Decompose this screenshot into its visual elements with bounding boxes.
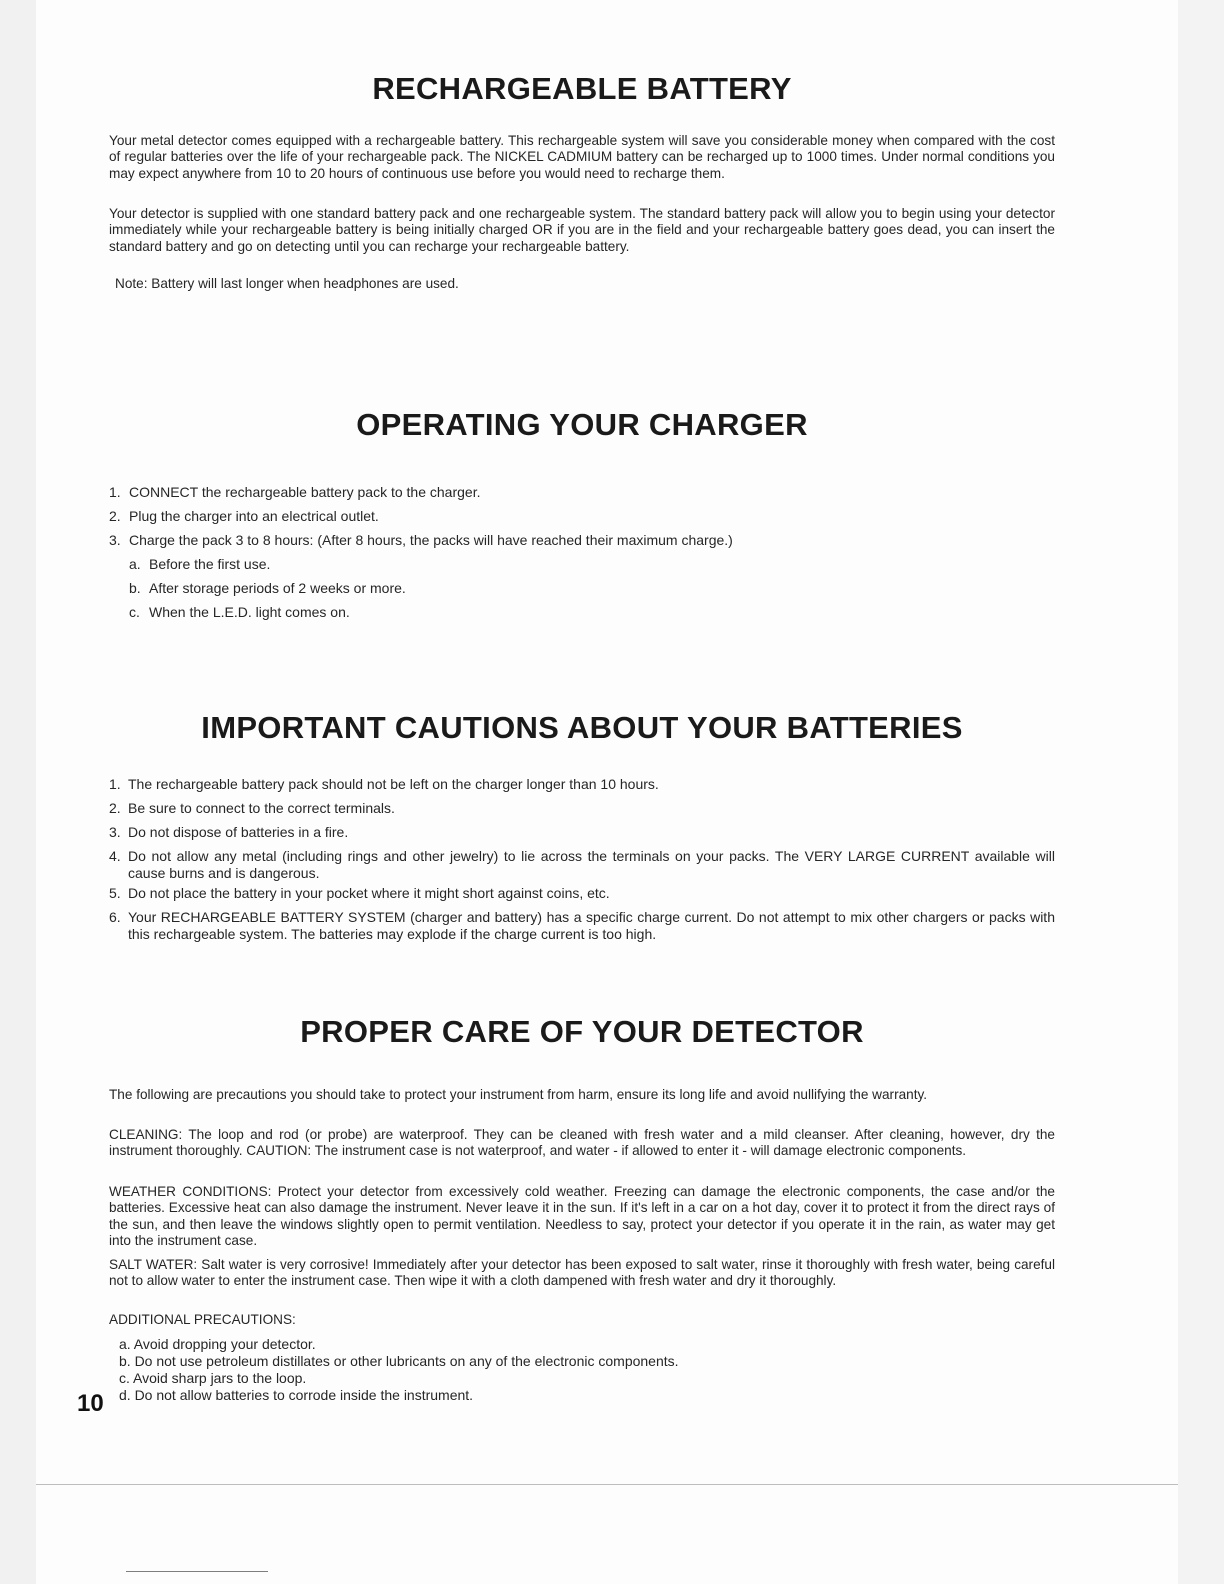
care-cleaning: CLEANING: The loop and rod (or probe) are waterproof. They can be cleaned with fresh water and a mild cleanser. After cleaning, however, dry the instrument thoroughly. CAUTION: The instrument case is not waterproof, and water - if allowed to enter it - will damage electronic components. bbox=[109, 1127, 1055, 1159]
additional-precautions-list bbox=[109, 1336, 1055, 1404]
list-item: a. Avoid dropping your detector. bbox=[119, 1336, 316, 1352]
list-item: a. Before the first use. bbox=[129, 556, 271, 572]
section-title-charger: OPERATING YOUR CHARGER bbox=[356, 407, 808, 442]
list-item: 4. Do not allow any metal (including rings and other jewelry) to lie across the terminals on your packs. The VERY LARGE CURRENT available will cause burns and is dangerous. bbox=[109, 848, 1055, 881]
footer-underline bbox=[126, 1571, 268, 1572]
page-number: 10 bbox=[77, 1390, 104, 1417]
list-item: 1. CONNECT the rechargeable battery pack to the charger. bbox=[109, 484, 481, 500]
list-item: 6. Your RECHARGEABLE BATTERY SYSTEM (charger and battery) has a specific charge current. Do not attempt to mix other chargers or packs with this rechargeable system. The batteries may explode if the charge current is too high. bbox=[109, 909, 1055, 942]
bottom-divider bbox=[36, 1484, 1178, 1485]
list-item: 3. Charge the pack 3 to 8 hours: (After 8 hours, the packs will have reached their maximum charge.) bbox=[109, 532, 733, 548]
care-salt-water: SALT WATER: Salt water is very corrosive! Immediately after your detector has been exposed to salt water, rinse it thoroughly with fresh water, being careful not to allow water to enter the instrument case. Then wipe it with a cloth dampened with fresh water and dry it thoroughly. bbox=[109, 1257, 1055, 1289]
charger-steps-list bbox=[109, 480, 1055, 624]
list-item: b. After storage periods of 2 weeks or more. bbox=[129, 580, 406, 596]
section-title-battery: RECHARGEABLE BATTERY bbox=[372, 71, 792, 106]
scan-right-margin bbox=[1178, 0, 1224, 1584]
list-item: c. Avoid sharp jars to the loop. bbox=[119, 1370, 307, 1386]
list-item: 2. Be sure to connect to the correct terminals. bbox=[109, 800, 395, 816]
section-title-care: PROPER CARE OF YOUR DETECTOR bbox=[300, 1014, 864, 1049]
list-item: 3. Do not dispose of batteries in a fire. bbox=[109, 824, 349, 840]
battery-paragraph-1: Your metal detector comes equipped with a rechargeable battery. This rechargeable system will save you considerable money when compared with the cost of regular batteries over the life of your rechargeable pack. The NICKEL CADMIUM battery can be recharged up to 1000 times. Under normal conditions you may expect anywhere from 10 to 20 hours of continuous use before you would need to recharge them. bbox=[109, 133, 1055, 181]
list-item: c. When the L.E.D. light comes on. bbox=[129, 604, 350, 620]
section-title-cautions: IMPORTANT CAUTIONS ABOUT YOUR BATTERIES bbox=[201, 710, 963, 745]
additional-precautions-title: ADDITIONAL PRECAUTIONS: bbox=[109, 1312, 296, 1327]
list-item: 2. Plug the charger into an electrical outlet. bbox=[109, 508, 379, 524]
list-item: 5. Do not place the battery in your pocket where it might short against coins, etc. bbox=[109, 885, 610, 901]
cautions-list bbox=[109, 772, 1055, 942]
battery-note: Note: Battery will last longer when headphones are used. bbox=[115, 276, 459, 291]
scan-left-margin bbox=[0, 0, 36, 1584]
list-item: 1. The rechargeable battery pack should not be left on the charger longer than 10 hours. bbox=[109, 776, 659, 792]
battery-paragraph-2: Your detector is supplied with one standard battery pack and one rechargeable system. The standard battery pack will allow you to begin using your detector immediately while your rechargeable battery is being initially charged OR if you are in the field and your rechargeable battery goes dead, you can insert the standard battery and go on detecting until you can recharge your rechargeable battery. bbox=[109, 206, 1055, 254]
list-item: d. Do not allow batteries to corrode inside the instrument. bbox=[119, 1387, 474, 1403]
care-intro: The following are precautions you should take to protect your instrument from harm, ensure its long life and avoid nullifying the warranty. bbox=[109, 1087, 928, 1102]
list-item: b. Do not use petroleum distillates or other lubricants on any of the electronic components. bbox=[119, 1353, 679, 1369]
care-weather: WEATHER CONDITIONS: Protect your detector from excessively cold weather. Freezing can damage the electronic components, the case and/or the batteries. Excessive heat can also damage the instrument. Never leave it in the sun. If it's left in a car on a hot day, cover it to protect it from the direct rays of the sun, and then leave the windows slightly open to permit ventilation. Needless to say, protect your detector if you operate it in the rain, as water may get into the instrument case. bbox=[109, 1184, 1055, 1249]
